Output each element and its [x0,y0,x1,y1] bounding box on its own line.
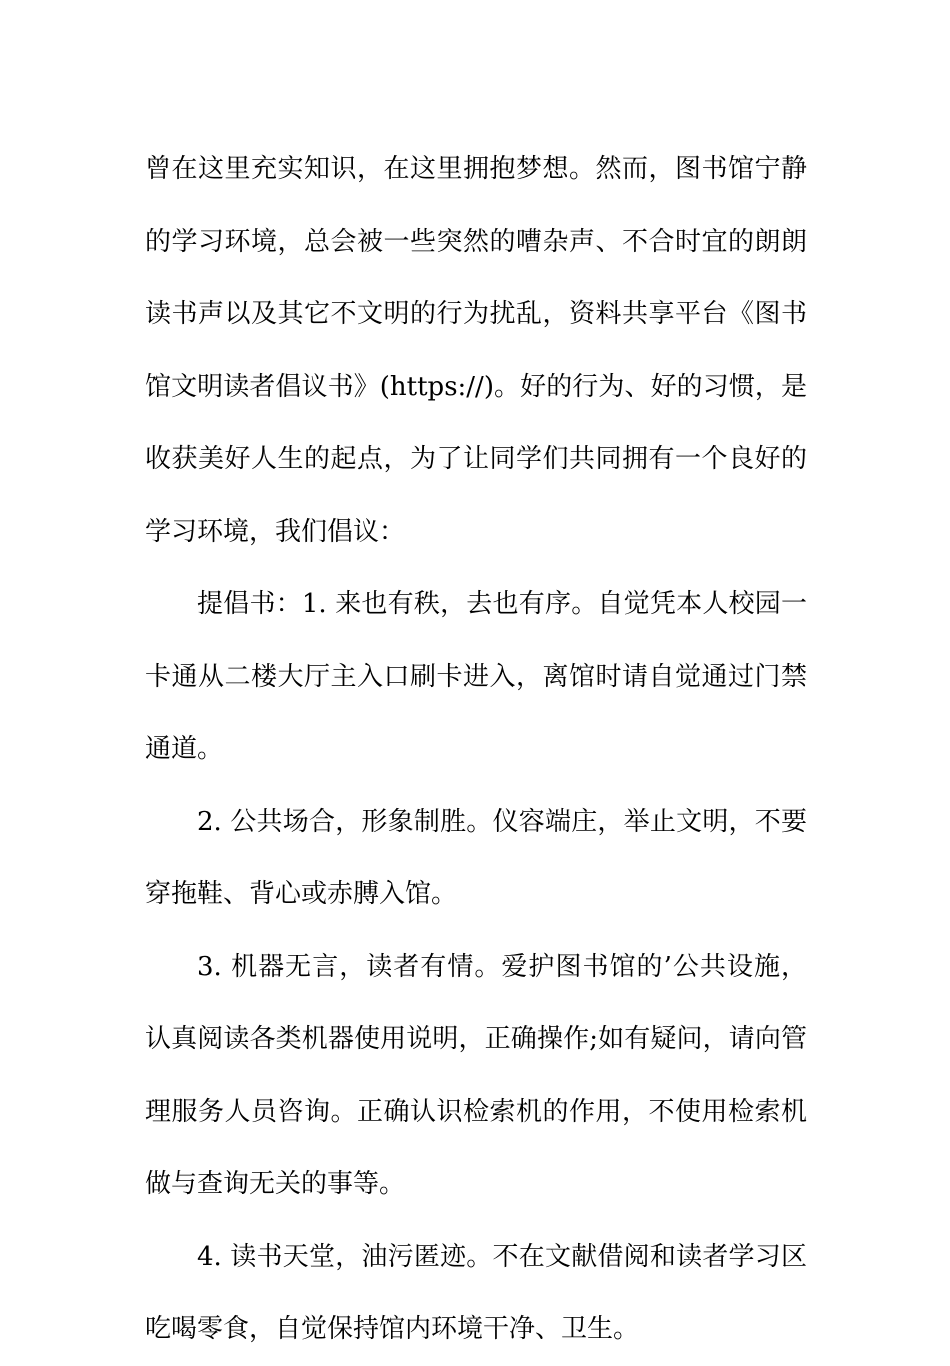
paragraph-item-1: 提倡书：1. 来也有秩，去也有序。自觉凭本人校园一卡通从二楼大厅主入口刷卡进入，离馆时请自觉通过门禁通道。 [145,589,807,764]
document-body [145,133,807,1366]
paragraph-item-3: 3. 机器无言，读者有情。爱护图书馆的’公共设施，认真阅读各类机器使用说明，正确操作;如有疑问，请向管理服务人员咨询。正确认识检索机的作用，不使用检索机做与查询无关的事等。 [145,951,807,1199]
paragraph-item-2: 2. 公共场合，形象制胜。仪容端庄，举止文明，不要穿拖鞋、背心或赤膊入馆。 [145,806,807,909]
paragraph-item-4: 4. 读书天堂，油污匿迹。不在文献借阅和读者学习区吃喝零食，自觉保持馆内环境干净、卫生。 [145,1241,807,1344]
paragraph-intro: 曾在这里充实知识，在这里拥抱梦想。然而，图书馆宁静的学习环境，总会被一些突然的嘈杂声、不合时宜的朗朗读书声以及其它不文明的行为扰乱，资料共享平台《图书馆文明读者倡议书》(https://)。好的行为、好的习惯，是收获美好人生的起点，为了让同学们共同拥有一个良好的学习环境，我们倡议： [145,154,807,547]
